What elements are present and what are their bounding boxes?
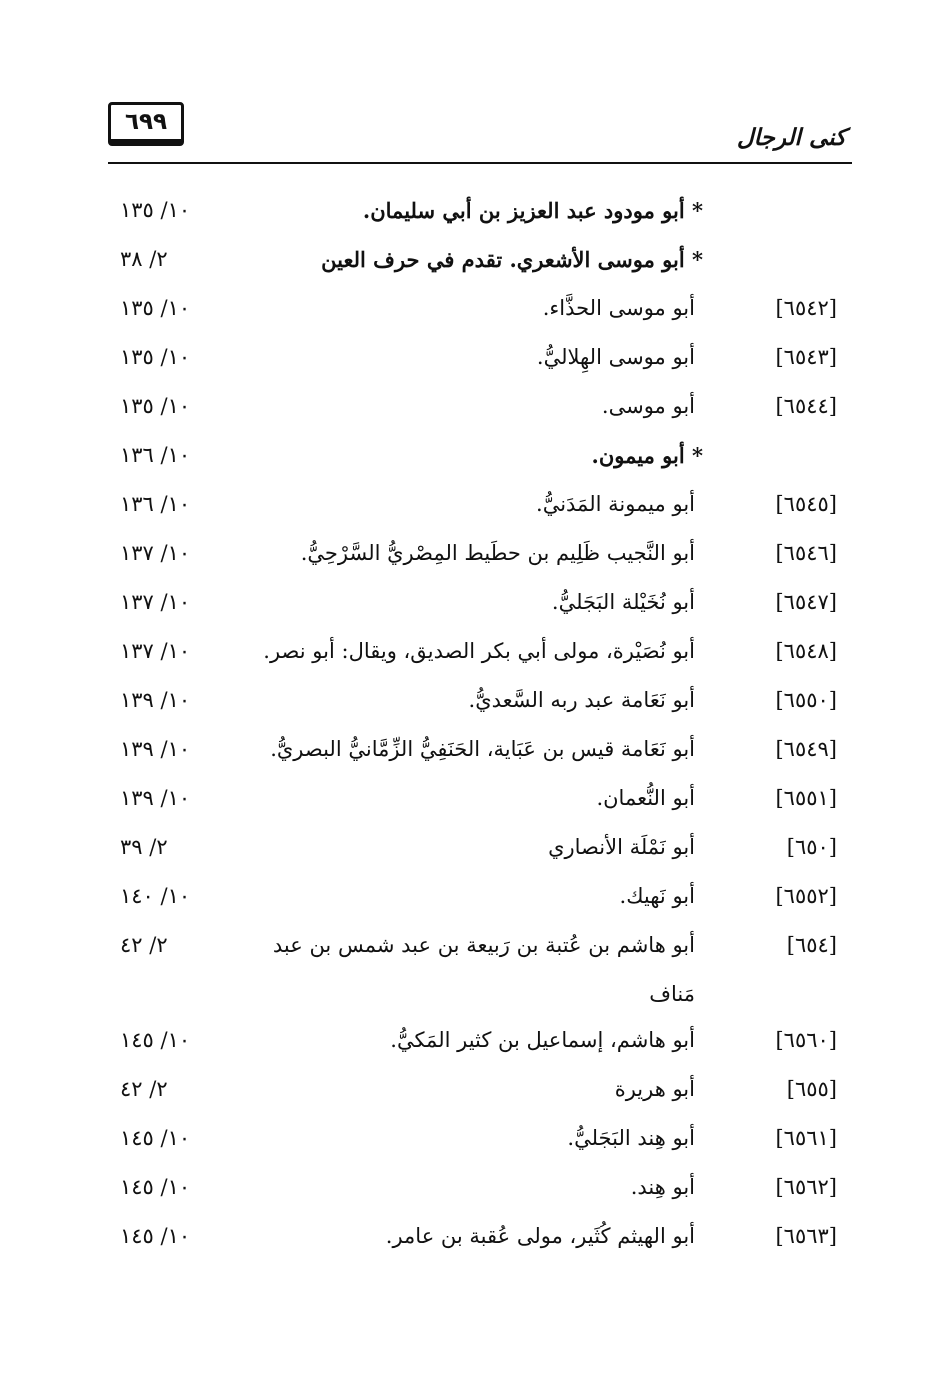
entry-reference: ١٠/ ١٤٥ <box>120 1028 191 1052</box>
entry-reference: ١٠/ ١٤٥ <box>120 1224 191 1248</box>
entry-number: [٦٥٤٥] <box>775 492 837 516</box>
entry-reference: ١٠/ ١٤٥ <box>120 1175 191 1199</box>
index-entry <box>100 976 845 1022</box>
entry-number: [٦٥٦٣] <box>775 1224 837 1248</box>
index-list <box>100 192 845 1267</box>
entry-name: * أبو موسى الأشعري. تقدم في حرف العين <box>321 247 703 272</box>
index-entry <box>100 339 845 388</box>
entry-name: أبو نُصَيْرة، مولى أبي بكر الصديق، ويقال: أبو نصر. <box>263 639 695 663</box>
index-entry <box>100 192 845 241</box>
entry-reference: ٢/ ٣٨ <box>120 247 168 271</box>
index-entry <box>100 1071 845 1120</box>
entry-reference: ٢/ ٤٢ <box>120 933 168 957</box>
page-header <box>108 102 852 162</box>
index-entry <box>100 1218 845 1267</box>
index-entry <box>100 241 845 290</box>
entry-number: [٦٥٤٢] <box>775 296 837 320</box>
entry-name: أبو نَعَامة قيس بن عَبَاية، الحَنَفِيُّ الزِّمَّانيُّ البصريُّ. <box>270 737 695 761</box>
entry-number: [٦٥٤٤] <box>775 394 837 418</box>
index-entry <box>100 927 845 976</box>
running-title: كنى الرجال <box>736 124 846 151</box>
entry-name: أبو هِند البَجَليُّ. <box>567 1126 695 1150</box>
entry-number: [٦٥٦٠] <box>775 1028 837 1052</box>
index-entry <box>100 388 845 437</box>
entry-number: [٦٥٦٢] <box>775 1175 837 1199</box>
entry-name: أبو هريرة <box>614 1077 695 1101</box>
index-entry <box>100 1169 845 1218</box>
entry-number: [٦٥٥٠] <box>775 688 837 712</box>
entry-reference: ١٠/ ١٣٩ <box>120 688 191 712</box>
entry-number: [٦٥٤٣] <box>775 345 837 369</box>
entry-number: [٦٥٤٨] <box>775 639 837 663</box>
entry-number: [٦٥٤٩] <box>775 737 837 761</box>
header-rule <box>108 162 852 164</box>
entry-reference: ١٠/ ١٤٠ <box>120 884 191 908</box>
entry-reference: ١٠/ ١٣٥ <box>120 296 191 320</box>
entry-name: أبو موسى الحذَّاء. <box>542 296 695 320</box>
entry-number: [٦٥٥] <box>786 1077 837 1101</box>
entry-number: [٦٥٦١] <box>775 1126 837 1150</box>
entry-reference: ١٠/ ١٣٥ <box>120 198 191 222</box>
entry-number: [٦٥٥١] <box>775 786 837 810</box>
entry-reference: ١٠/ ١٣٩ <box>120 737 191 761</box>
page-number: ٦٩٩ <box>108 102 184 146</box>
entry-name: أبو النَّجيب ظَلِيم بن حطَيط المِصْريُّ السَّرْحِيُّ. <box>300 541 695 565</box>
index-entry <box>100 682 845 731</box>
entry-name: * أبو مودود عبد العزيز بن أبي سليمان. <box>362 198 703 223</box>
entry-number: [٦٥٤٧] <box>775 590 837 614</box>
index-entry <box>100 535 845 584</box>
entry-name: أبو هاشم، إسماعيل بن كثير المَكيُّ. <box>390 1028 695 1052</box>
index-entry <box>100 731 845 780</box>
entry-name: أبو نُخَيْلة البَجَليُّ. <box>551 590 695 614</box>
index-entry <box>100 1120 845 1169</box>
entry-reference: ١٠/ ١٣٧ <box>120 639 191 663</box>
entry-reference: ١٠/ ١٣٥ <box>120 394 191 418</box>
entry-reference: ١٠/ ١٤٥ <box>120 1126 191 1150</box>
entry-number: [٦٥٠] <box>786 835 837 859</box>
entry-reference: ٢/ ٣٩ <box>120 835 168 859</box>
entry-name: مَناف <box>649 982 695 1006</box>
entry-reference: ٢/ ٤٢ <box>120 1077 168 1101</box>
index-entry <box>100 486 845 535</box>
entry-name: أبو موسى. <box>601 394 695 418</box>
index-entry <box>100 633 845 682</box>
entry-number: [٦٥٥٢] <box>775 884 837 908</box>
index-entry <box>100 878 845 927</box>
index-entry <box>100 1022 845 1071</box>
entry-name: * أبو ميمون. <box>591 443 703 468</box>
index-entry <box>100 437 845 486</box>
index-entry <box>100 829 845 878</box>
entry-name: أبو هِند. <box>630 1175 695 1199</box>
entry-name: أبو ميمونة المَدَنيُّ. <box>536 492 695 516</box>
entry-reference: ١٠/ ١٣٧ <box>120 541 191 565</box>
entry-reference: ١٠/ ١٣٦ <box>120 492 191 516</box>
entry-reference: ١٠/ ١٣٧ <box>120 590 191 614</box>
index-entry <box>100 780 845 829</box>
entry-name: أبو الهيثم كُثَير، مولى عُقبة بن عامر. <box>385 1224 695 1248</box>
entry-name: أبو نَعَامة عبد ربه السَّعديُّ. <box>468 688 695 712</box>
entry-reference: ١٠/ ١٣٦ <box>120 443 191 467</box>
index-entry <box>100 290 845 339</box>
entry-name: أبو النُّعمان. <box>596 786 695 810</box>
entry-name: أبو هاشم بن عُتبة بن رَبيعة بن عبد شمس بن عبد <box>272 933 695 957</box>
entry-name: أبو موسى الهِلاليُّ. <box>536 345 695 369</box>
index-entry <box>100 584 845 633</box>
entry-name: أبو نَمْلَة الأنصاري <box>548 835 695 859</box>
entry-reference: ١٠/ ١٣٥ <box>120 345 191 369</box>
entry-name: أبو نَهيك. <box>619 884 695 908</box>
entry-reference: ١٠/ ١٣٩ <box>120 786 191 810</box>
entry-number: [٦٥٤٦] <box>775 541 837 565</box>
entry-number: [٦٥٤] <box>786 933 837 957</box>
